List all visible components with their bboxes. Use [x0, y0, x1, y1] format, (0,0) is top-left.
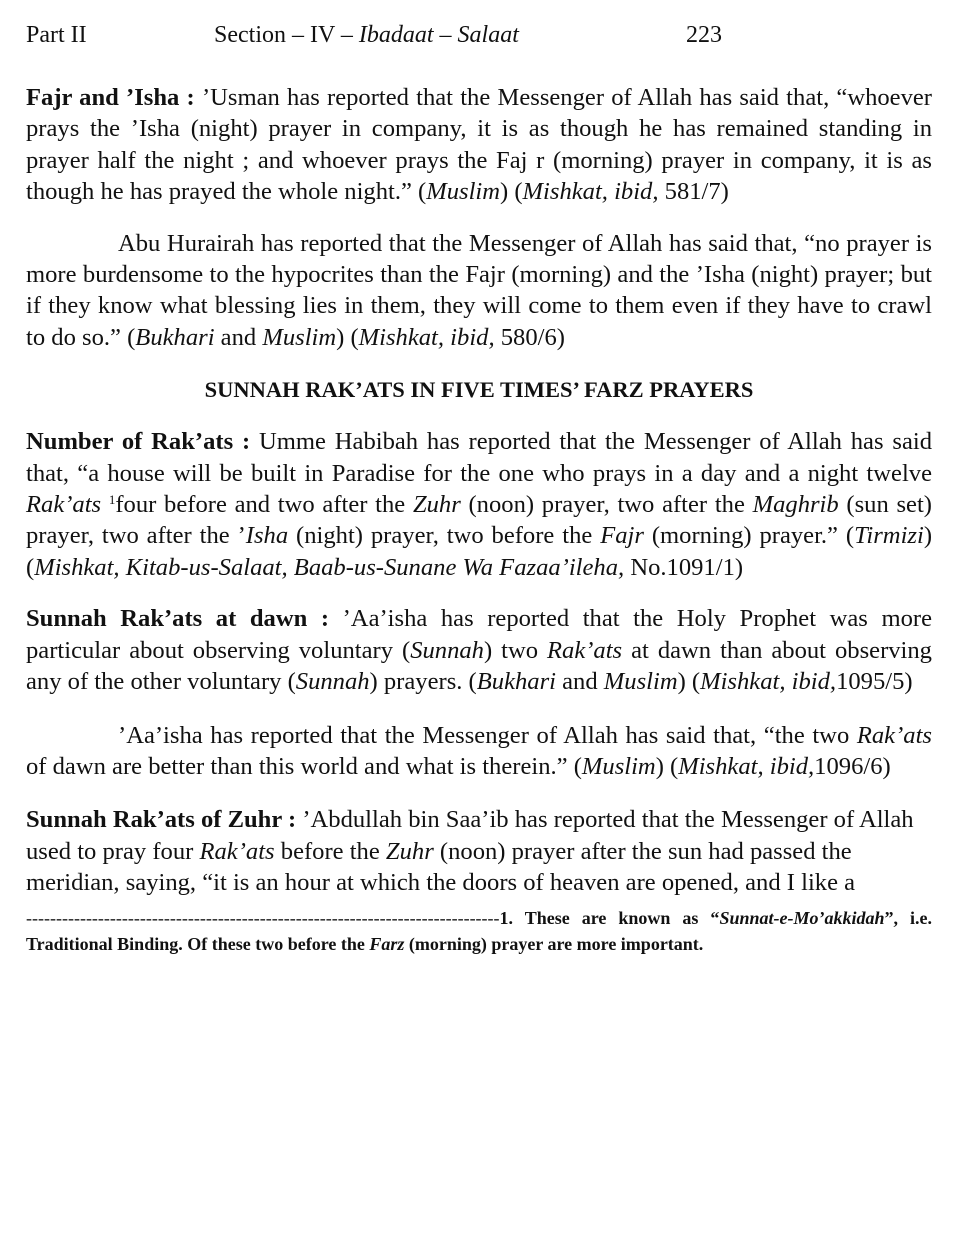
section-heading: SUNNAH RAK’ATS IN FIVE TIMES’ FARZ PRAYERS — [204, 377, 754, 403]
term: Isha — [245, 522, 289, 550]
text: (noon) prayer after the sun had passed the meridian, saying, “it is an hour at which the doors of heaven are opened, and I like a — [26, 837, 856, 897]
footnote-term: Sunnat-e-Mo’akkidah — [719, 907, 885, 928]
text: and — [214, 323, 263, 351]
term: Rak’ats — [856, 721, 932, 749]
part-label: Part II — [26, 22, 87, 48]
citation: Muslim — [426, 178, 501, 206]
page-header — [26, 18, 926, 52]
text: before the — [274, 837, 386, 865]
citation: Mishkat, ibid, — [522, 178, 659, 206]
citation: Bukhari — [476, 668, 556, 696]
paragraph-label: Fajr and ’Isha : — [26, 84, 195, 111]
spacer — [26, 583, 932, 603]
paragraph-rakats-at-dawn — [26, 603, 932, 697]
text: 1095/5) — [836, 668, 913, 696]
text: ) ( — [26, 522, 933, 581]
spacer — [26, 353, 932, 374]
term: Sunnah — [410, 636, 484, 664]
citation: Mishkat, ibid, — [700, 668, 837, 696]
citation: Mishkat, ibid, — [678, 752, 815, 780]
term: Rak’ats — [547, 636, 623, 664]
section-title: Ibadaat – Salaat — [358, 22, 519, 48]
section-label — [214, 18, 519, 52]
page-number: 223 — [686, 22, 722, 48]
text: (morning) prayer.” ( — [643, 522, 855, 550]
text: four before and two after the — [115, 491, 413, 519]
term: Zuhr — [412, 491, 461, 519]
text: ’Aa’isha has reported that the Holy Prophet was more particular about observing voluntary ( — [26, 605, 932, 664]
text: of dawn are better than this world and what is therein.” ( — [26, 752, 582, 780]
footnote — [26, 905, 932, 957]
text: ) two — [483, 636, 547, 664]
text: at dawn than about observing any of the other voluntary ( — [26, 636, 932, 696]
paragraph-number-of-rakats — [26, 426, 932, 583]
text: and — [555, 668, 604, 696]
text: (night) prayer, two before the — [288, 522, 601, 550]
spacer — [26, 698, 932, 720]
citation: Muslim — [603, 668, 678, 696]
footnote-term: Farz — [369, 933, 405, 954]
page-body — [26, 82, 932, 957]
text: ) ( — [655, 752, 679, 780]
section-prefix: Section – IV – — [214, 22, 359, 48]
paragraph-rakats-of-zuhr — [26, 804, 932, 898]
paragraph-abu-hurairah — [26, 228, 932, 354]
footnote-reference: 1 — [108, 492, 116, 508]
text: ’Aa’isha has reported that the Messenger of Allah has said that, “the two — [118, 721, 857, 749]
text: ’Abdullah bin Saa’ib has reported that the Messenger of Allah used to pray four — [26, 806, 914, 865]
text: (sun set) prayer, two after the ’ — [26, 491, 932, 550]
text: (noon) prayer, two after the — [460, 491, 753, 519]
citation: Muslim — [581, 752, 656, 780]
term: Sunnah — [295, 668, 370, 696]
citation: Tirmizi — [854, 522, 924, 550]
text: No.1091/1) — [624, 553, 744, 581]
spacer — [26, 208, 932, 228]
footnote-text: (morning) prayer are more important. — [404, 933, 704, 954]
term: Fajr — [600, 522, 644, 550]
footnote-text: ”, i.e. Traditional Binding. Of these two before the — [26, 907, 932, 954]
footnote-text: 1. These are known as “ — [499, 907, 720, 928]
text: ) ( — [677, 668, 701, 696]
spacer — [26, 782, 932, 804]
text: Umme Habibah has reported that the Messenger of Allah has said that, “a house will be built in Paradise for the one who prays in a day and a night twelve — [26, 428, 932, 487]
term: Rak’ats — [199, 837, 275, 865]
paragraph-aaisha-two-rakats — [26, 720, 932, 783]
paragraph-label: Sunnah Rak’ats of Zuhr : — [26, 806, 297, 834]
paragraph-label: Number of Rak’ats : — [26, 428, 251, 456]
footnote-rule: ------------------------------------------------------------------------------- — [26, 907, 500, 928]
text: 1096/6) — [814, 752, 891, 780]
citation: Bukhari — [135, 323, 215, 351]
text: ) ( — [336, 323, 359, 351]
text: ’Usman has reported that the Messenger of Allah has said that, “whoever prays the ’Isha (night) prayer in company, it is as though he has remained standing in prayer half the night ; and whoever prays the Faj r (morning) prayer in company, it is as though he has prayed the whole night.” ( — [26, 84, 933, 206]
text: Abu Hurairah has reported that the Messenger of Allah has said that, “no prayer is more burdensome to the hypocrites than the Fajr (morning) and the ’Isha (night) prayer; but if they know what blessing lies in them, they will come to them even if they have to crawl to do so.” ( — [26, 229, 932, 351]
spacer — [26, 405, 932, 426]
text: 581/7) — [658, 178, 729, 206]
text: ) ( — [500, 178, 523, 206]
paragraph-fajr-isha — [26, 82, 932, 208]
text: ) prayers. ( — [369, 668, 477, 696]
term: Zuhr — [385, 837, 434, 865]
citation: Mishkat, ibid, — [358, 323, 495, 351]
citation: Muslim — [262, 323, 337, 351]
paragraph-label: Sunnah Rak’ats at dawn : — [26, 605, 330, 633]
term: Maghrib — [752, 491, 839, 519]
citation: Mishkat, Kitab-us-Salaat, Baab-us-Sunane Wa Fazaa’ileha, — [34, 553, 625, 581]
term: Rak’ats — [26, 491, 102, 519]
text: 580/6) — [494, 323, 565, 351]
